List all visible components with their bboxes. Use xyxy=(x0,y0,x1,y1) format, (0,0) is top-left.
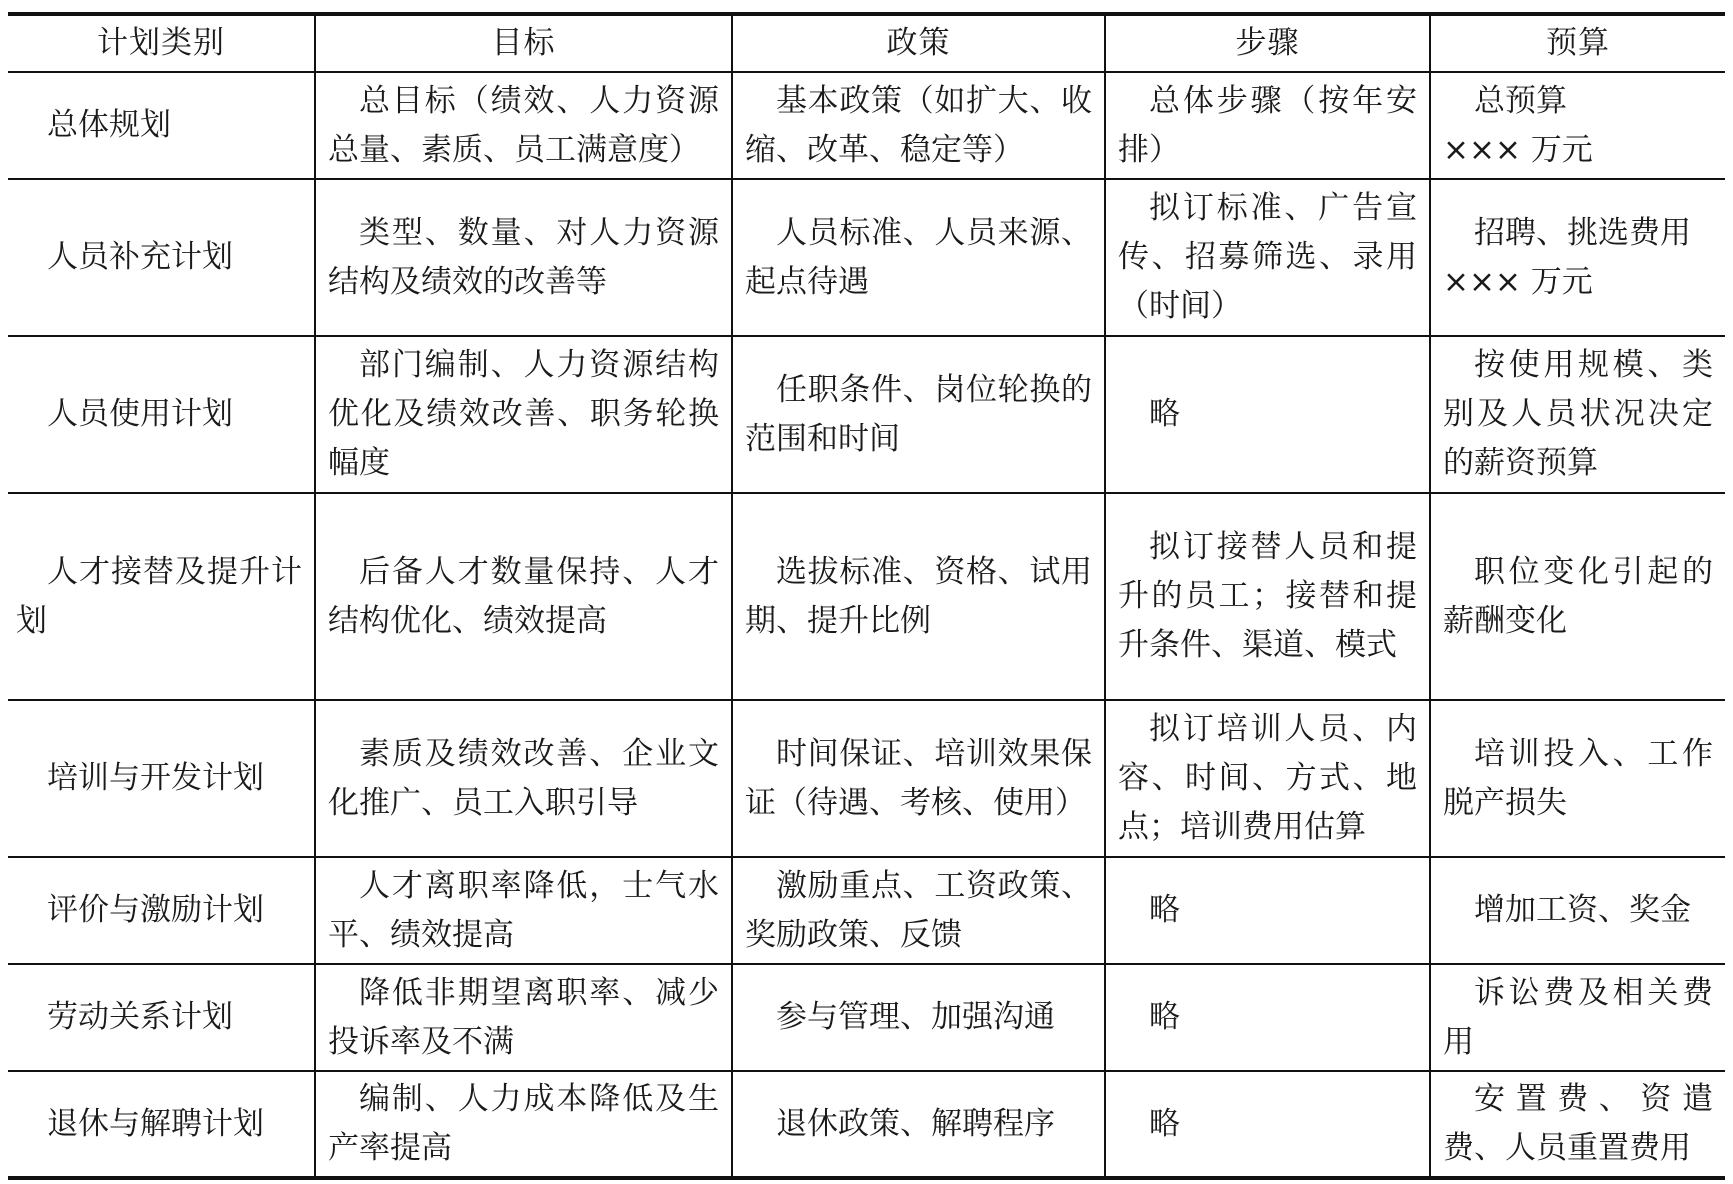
cell-category: 总体规划 xyxy=(8,72,315,179)
table-row xyxy=(8,857,1725,964)
table-row xyxy=(8,336,1725,493)
cell-steps: 拟订培训人员、内容、时间、方式、地点；培训费用估算 xyxy=(1105,700,1430,857)
cell-budget: 增加工资、奖金 xyxy=(1430,857,1725,964)
cell-budget: 总预算 ××× 万元 xyxy=(1430,72,1725,179)
cell-policy: 基本政策（如扩大、收缩、改革、稳定等） xyxy=(732,72,1105,179)
cell-policy: 时间保证、培训效果保证（待遇、考核、使用） xyxy=(732,700,1105,857)
cell-steps: 拟订接替人员和提升的员工；接替和提升条件、渠道、模式 xyxy=(1105,493,1430,700)
cell-goal: 类型、数量、对人力资源结构及绩效的改善等 xyxy=(315,179,732,336)
cell-steps: 略 xyxy=(1105,336,1430,493)
table-row xyxy=(8,700,1725,857)
table-row xyxy=(8,179,1725,336)
table-row xyxy=(8,964,1725,1071)
cell-goal: 后备人才数量保持、人才结构优化、绩效提高 xyxy=(315,493,732,700)
cell-budget: 安置费、资遣费、人员重置费用 xyxy=(1430,1071,1725,1178)
cell-steps: 总体步骤（按年安排） xyxy=(1105,72,1430,179)
cell-goal: 部门编制、人力资源结构优化及绩效改善、职务轮换幅度 xyxy=(315,336,732,493)
cell-policy: 任职条件、岗位轮换的范围和时间 xyxy=(732,336,1105,493)
cell-steps: 拟订标准、广告宣传、招募筛选、录用（时间） xyxy=(1105,179,1430,336)
cell-steps: 略 xyxy=(1105,964,1430,1071)
table-row xyxy=(8,72,1725,179)
cell-category: 人才接替及提升计划 xyxy=(8,493,315,700)
cell-goal: 降低非期望离职率、减少投诉率及不满 xyxy=(315,964,732,1071)
cell-goal: 总目标（绩效、人力资源总量、素质、员工满意度） xyxy=(315,72,732,179)
header-category: 计划类别 xyxy=(8,14,315,72)
cell-category: 人员补充计划 xyxy=(8,179,315,336)
cell-category: 劳动关系计划 xyxy=(8,964,315,1071)
header-goal: 目标 xyxy=(315,14,732,72)
cell-policy: 退休政策、解聘程序 xyxy=(732,1071,1105,1178)
plan-table xyxy=(8,12,1725,1180)
header-row xyxy=(8,14,1725,72)
cell-budget: 职位变化引起的薪酬变化 xyxy=(1430,493,1725,700)
cell-steps: 略 xyxy=(1105,1071,1430,1178)
header-budget: 预算 xyxy=(1430,14,1725,72)
cell-policy: 人员标准、人员来源、起点待遇 xyxy=(732,179,1105,336)
cell-policy: 激励重点、工资政策、奖励政策、反馈 xyxy=(732,857,1105,964)
cell-policy: 选拔标准、资格、试用期、提升比例 xyxy=(732,493,1105,700)
cell-category: 退休与解聘计划 xyxy=(8,1071,315,1178)
table-row xyxy=(8,493,1725,700)
table-row xyxy=(8,1071,1725,1178)
cell-budget: 诉讼费及相关费用 xyxy=(1430,964,1725,1071)
cell-goal: 编制、人力成本降低及生产率提高 xyxy=(315,1071,732,1178)
cell-goal: 素质及绩效改善、企业文化推广、员工入职引导 xyxy=(315,700,732,857)
cell-budget: 招聘、挑选费用 ××× 万元 xyxy=(1430,179,1725,336)
cell-category: 培训与开发计划 xyxy=(8,700,315,857)
cell-category: 人员使用计划 xyxy=(8,336,315,493)
cell-category: 评价与激励计划 xyxy=(8,857,315,964)
cell-budget: 按使用规模、类别及人员状况决定的薪资预算 xyxy=(1430,336,1725,493)
header-steps: 步骤 xyxy=(1105,14,1430,72)
header-policy: 政策 xyxy=(732,14,1105,72)
cell-steps: 略 xyxy=(1105,857,1430,964)
cell-goal: 人才离职率降低，士气水平、绩效提高 xyxy=(315,857,732,964)
cell-budget: 培训投入、工作脱产损失 xyxy=(1430,700,1725,857)
cell-policy: 参与管理、加强沟通 xyxy=(732,964,1105,1071)
